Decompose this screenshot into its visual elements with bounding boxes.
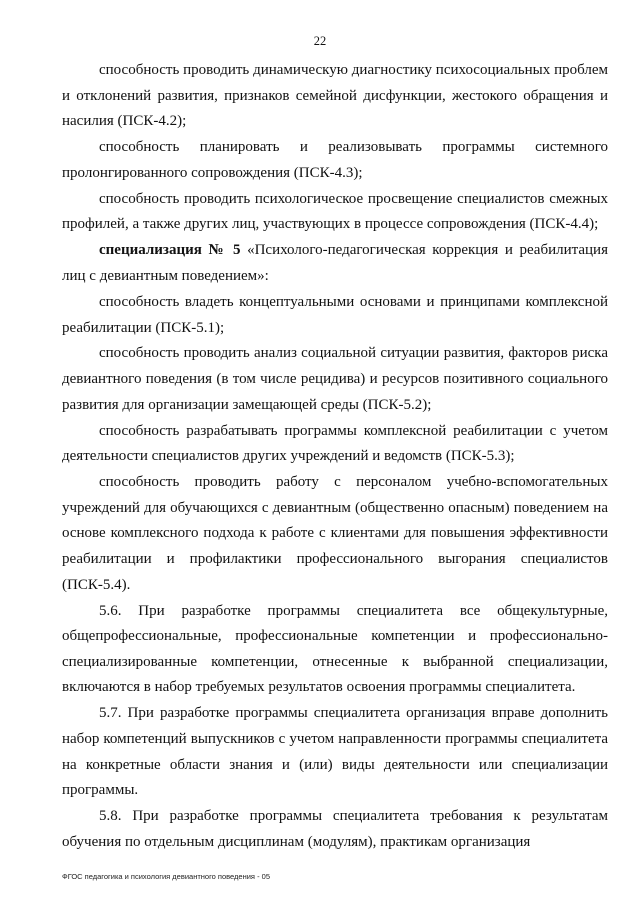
paragraph-5-7: 5.7. При разработке программы специалитета организация вправе дополнить набор компетенций выпускников с учетом направленности программы специалитета на конкретные области знания и (или) виды деятельности или специализации программы. (62, 705, 608, 799)
specialization-label: специализация № 5 (99, 242, 241, 259)
paragraph-psk-5-4: способность проводить работу с персоналом учебно-вспомогательных учреждений для обучающихся с девиантным (общественно опасным) поведением на основе комплексного подхода к работе с клиентами для повышения эффективности реабилитации и профилактики профессионального выгорания специалистов (ПСК-5.4). (62, 474, 608, 593)
page-number: 22 (313, 34, 327, 48)
paragraph-psk-4-2: способность проводить динамическую диагностику психосоциальных проблем и отклонений развития, признаков семейной дисфункции, жестокого обращения и насилия (ПСК-4.2); (62, 62, 608, 130)
paragraph-psk-4-4: способность проводить психологическое просвещение специалистов смежных профилей, а также других лиц, участвующих в процессе сопровождения (ПСК-4.4); (62, 190, 608, 233)
specialization-title: «Психолого-педагогическая коррекция и реабилитация лиц с девиантным поведением»: (62, 242, 608, 284)
paragraph-5-8: 5.8. При разработке программы специалитета требования к результатам обучения по отдельным дисциплинам (модулям), практикам организация (62, 808, 608, 850)
paragraph-psk-4-3: способность планировать и реализовывать программы системного пролонгированного сопровождения (ПСК-4.3); (62, 139, 608, 181)
paragraph-5-6: 5.6. При разработке программы специалитета все общекультурные, общепрофессиональные, профессиональные компетенции и профессионально-специализированные компетенции, отнесенные к выбранной специализации, включаются в набор требуемых результатов освоения программы специалитета. (62, 602, 608, 696)
document-body (62, 58, 608, 856)
specialization-heading (62, 238, 608, 289)
paragraph-psk-5-3: способность разрабатывать программы комплексной реабилитации с учетом деятельности специалистов других учреждений и ведомств (ПСК-5.3); (62, 422, 608, 465)
paragraph-psk-5-1: способность владеть концептуальными основами и принципами комплексной реабилитации (ПСК-5.1); (62, 293, 608, 336)
paragraph-psk-5-2: способность проводить анализ социальной ситуации развития, факторов риска девиантного поведения (в том числе рецидива) и ресурсов позитивного социального развития для организации замещающей среды (ПСК-5.2); (62, 345, 608, 413)
document-footer: ФГОС педагогика и психология девиантного поведения - 05 (62, 872, 271, 881)
